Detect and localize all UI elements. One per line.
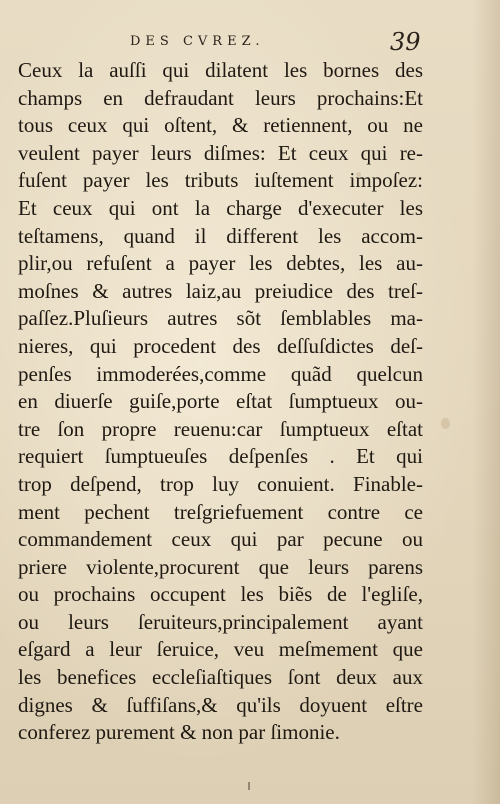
bottom-mark	[248, 782, 250, 790]
text-line: priere violente,procurent que leurs parens	[18, 554, 423, 579]
text-line: tre ſon propre reuenu:car ſumptueux eſtat	[18, 416, 423, 441]
paper-stain	[441, 418, 450, 429]
text-line: champs en defraudant leurs prochains:Et	[18, 85, 423, 110]
page-number: 39	[390, 28, 421, 56]
body-text	[18, 57, 423, 747]
gutter-shadow	[472, 0, 500, 804]
text-line: teſtamens, quand il different les accom-	[18, 223, 423, 248]
text-line: paſſez.Pluſieurs autres sõt ſemblables ma-	[18, 306, 423, 331]
text-line: Et ceux qui ont la charge d'executer les	[18, 195, 423, 220]
text-line: moſnes & autres laiz,au preiudice des treſ-	[18, 278, 423, 303]
text-line: en diuerſe guiſe,porte eſtat ſumptueux ou-	[18, 389, 423, 414]
text-line: eſgard a leur ſeruice, veu meſmement que	[18, 637, 423, 662]
text-line: tous ceux qui oſtent, & retiennent, ou ne	[18, 113, 423, 138]
text-line: conferez purement & non par ſimonie.	[18, 720, 340, 745]
text-line: nieres, qui procedent des deſſuſdictes deſ-	[18, 333, 423, 358]
text-line: ou leurs ſeruiteurs,principalement ayant	[18, 609, 423, 634]
text-line: veulent payer leurs diſmes: Et ceux qui re-	[18, 140, 423, 165]
text-line: penſes immoderées,comme quãd quelcun	[18, 361, 423, 386]
text-line: trop deſpend, trop luy conuient. Finable-	[18, 471, 423, 496]
text-line: ou prochains occupent les biẽs de l'egliſe,	[18, 582, 423, 607]
page-header	[0, 26, 500, 56]
text-line: dignes & ſuffiſans,& qu'ils doyuent eſtre	[18, 692, 423, 717]
text-line: ment pechent treſgriefuement contre ce	[18, 499, 423, 524]
text-line: fuſent payer les tributs iuſtement impoſez:	[18, 168, 423, 193]
text-line: plir,ou refuſent a payer les debtes, les au-	[18, 251, 423, 276]
text-line: Ceux la auſſi qui dilatent les bornes des	[18, 58, 423, 82]
running-title: DES CVREZ.	[130, 34, 265, 49]
text-line: requiert ſumptueuſes deſpenſes . Et qui	[18, 444, 423, 469]
text-line: commandement ceux qui par pecune ou	[18, 527, 423, 552]
text-line: les benefices eccleſiaſtiques ſont deux aux	[18, 665, 423, 690]
